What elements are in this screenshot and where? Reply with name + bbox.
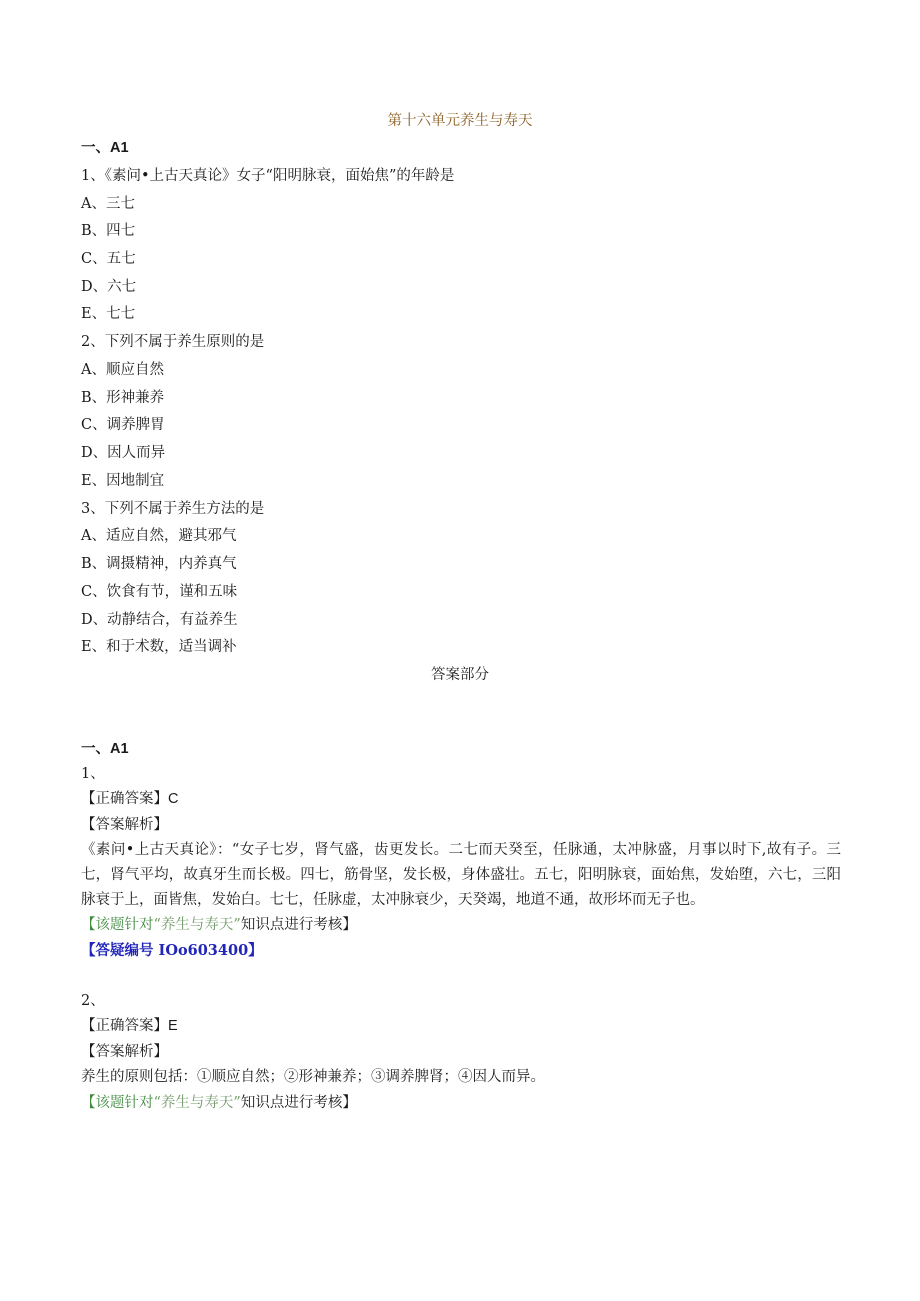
topic-note-name: “养生与寿天” bbox=[153, 917, 241, 933]
topic-note bbox=[81, 1093, 357, 1113]
analysis-text: 《素问•上古天真论》：“女子七岁，肾气盛，齿更发长。二七而天癸至，任脉通，太冲脉盛，月事以时下,故有子。三七，肾气平均，故真牙生而长极。四七，筋骨坚，发长极，身体盛壮。五七，阳明脉衰，面始焦，发始堕，六七，三阳脉衰于上，面皆焦，发始白。七七，任脉虚，太冲脉衰少，天癸竭，地道不通，故形坏而无子也。 bbox=[81, 842, 841, 908]
option-a: A、顺应自然 bbox=[81, 362, 164, 378]
option-d: D、六七 bbox=[81, 279, 137, 295]
option-c: C、五七 bbox=[81, 251, 136, 267]
topic-note bbox=[81, 915, 357, 935]
correct-answer-label: 【正确答案】 bbox=[81, 1018, 168, 1034]
option-e: E、和于术数，适当调补 bbox=[81, 639, 237, 655]
section-label: 一、A1 bbox=[81, 140, 129, 156]
correct-answer-value: E bbox=[168, 1018, 178, 1034]
analysis-label: 【答案解析】 bbox=[81, 817, 168, 833]
option-c: C、调养脾胃 bbox=[81, 417, 165, 433]
correct-answer-value: C bbox=[168, 791, 179, 807]
topic-note-suffix: 知识点进行考核】 bbox=[240, 1095, 357, 1111]
option-e: E、七七 bbox=[81, 306, 136, 322]
correct-answer bbox=[81, 789, 178, 809]
option-c: C、饮食有节，谨和五味 bbox=[81, 584, 238, 600]
topic-note-prefix: 【该题针对 bbox=[81, 1095, 154, 1111]
option-d: D、因人而异 bbox=[81, 445, 166, 461]
question-stem: 2、下列不属于养生原则的是 bbox=[81, 334, 265, 350]
answers-heading: 答案部分 bbox=[431, 667, 489, 683]
answer-number: 2、 bbox=[81, 993, 105, 1009]
option-d: D、动静结合，有益养生 bbox=[81, 612, 238, 628]
correct-answer bbox=[81, 1016, 178, 1036]
topic-note-prefix: 【该题针对 bbox=[81, 917, 154, 933]
option-a: A、三七 bbox=[81, 196, 135, 212]
option-b: B、调摄精神，内养真气 bbox=[81, 556, 237, 572]
topic-note-name: “养生与寿天” bbox=[153, 1095, 241, 1111]
analysis-label: 【答案解析】 bbox=[81, 1044, 168, 1060]
page-title: 第十六单元养生与寿天 bbox=[387, 113, 533, 129]
option-b: B、形神兼养 bbox=[81, 390, 165, 406]
question-stem: 3、下列不属于养生方法的是 bbox=[81, 501, 265, 517]
topic-note-suffix: 知识点进行考核】 bbox=[240, 917, 357, 933]
option-a: A、适应自然，避其邪气 bbox=[81, 528, 237, 544]
answer-number: 1、 bbox=[81, 766, 105, 782]
correct-answer-label: 【正确答案】 bbox=[81, 791, 168, 807]
option-e: E、因地制宜 bbox=[81, 473, 165, 489]
question-stem: 1、《素问•上古天真论》女子“阳明脉衰，面始焦”的年龄是 bbox=[81, 168, 455, 184]
option-b: B、四七 bbox=[81, 223, 136, 239]
query-id: 【答疑编号 IOo603400】 bbox=[81, 942, 263, 959]
answers-section-label: 一、A1 bbox=[81, 741, 129, 757]
analysis-text: 养生的原则包括：①顺应自然；②形神兼养；③调养脾肾；④因人而异。 bbox=[81, 1069, 545, 1085]
